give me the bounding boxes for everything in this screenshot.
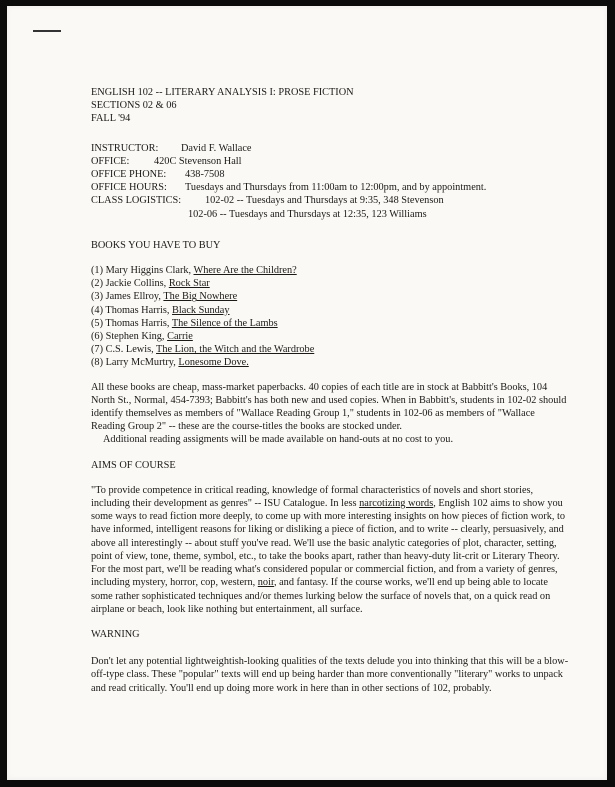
paragraph-line: have informed, intelligent reasons for liking or disliking a piece of fiction, and to write -- clearly, persuasively, and [91,524,564,536]
paragraph-line: "To provide competence in critical reading, knowledge of formal characteristics of novels and short stories, [91,484,534,496]
logistics-label: CLASS LOGISTICS: [91,195,182,207]
book-number: (3) [91,291,104,303]
paragraph-line: off-type class. These "popular" texts will end up being harder than more conventionally "literary" works to unpack [91,669,563,681]
underlined-phrase: narcotizing words [359,498,434,510]
paragraph-text: including their development as genres" -- ISU Catalogue. In less [91,498,360,510]
book-item [91,290,561,303]
book-author: James Ellroy, [105,291,161,303]
aims-heading: AIMS OF COURSE [91,459,176,471]
phone-value: 438-7508 [185,169,225,181]
course-term: FALL '94 [91,113,131,125]
book-title: Rock Star [168,278,210,290]
course-title: ENGLISH 102 -- LITERARY ANALYSIS I: PROSE FICTION [91,87,354,98]
logistics-line-1: 102-02 -- Tuesdays and Thursdays at 9:35, 348 Stevenson [205,195,444,207]
book-title: The Big Nowhere [163,291,238,303]
instructor-row [91,142,561,155]
hours-value: Tuesdays and Thursdays from 11:00am to 12:00pm, and by appointment. [185,182,487,194]
book-item [91,264,561,277]
book-list [91,264,561,370]
course-info [91,142,561,221]
book-item [91,330,561,343]
book-item [91,356,561,369]
warning-heading: WARNING [91,628,140,640]
book-item [91,317,561,330]
book-author: C.S. Lewis, [105,344,154,356]
paragraph-line: For the most part, we'll be reading what's considered popular or commercial fiction, and from a variety of genres, [91,564,558,576]
book-number: (5) [91,317,104,329]
pen-mark [33,30,61,32]
book-author: Jackie Collins, [105,278,167,290]
hours-row [91,181,561,194]
book-item [91,343,561,356]
book-item [91,277,561,290]
paragraph-text: including mystery, horror, cop, western, [91,577,258,589]
instructor-value: David F. Wallace [181,142,252,154]
paragraph-line: airplane or beach, look like nothing but entertainment, all surface. [91,603,363,615]
hours-label: OFFICE HOURS: [91,182,167,194]
warning-paragraph [91,655,569,695]
document-body [91,86,569,695]
paragraph-line: Don't let any potential lightweightish-looking qualities of the texts delude you into thinking that this will be a blow- [91,656,569,668]
book-title: Lonesome Dove. [178,357,249,369]
book-title: The Silence of the Lambs [171,317,278,329]
book-author: Stephen King, [105,331,165,343]
book-number: (6) [91,331,104,343]
paragraph-text: , English 102 aims to show you [433,498,563,510]
office-row [91,155,561,168]
office-label: OFFICE: [91,155,130,167]
course-sections: SECTIONS 02 & 06 [91,100,177,112]
paragraph-line: point of view, tone, theme, symbol, etc., to take the books apart, rather than heavy-duty lit-crit or Literary Theory. [91,550,560,562]
book-author: Thomas Harris, [105,317,170,329]
paragraph-line: and read critically. You'll end up doing more work in here than in other sections of 102, probably. [91,682,492,694]
office-value: 420C Stevenson Hall [154,155,242,167]
paragraph-line: some ways to read fiction more deeply, to come up with more interesting insights on how pieces of fiction work, to [91,511,566,523]
book-number: (7) [91,344,104,356]
book-number: (4) [91,304,104,316]
additional-reading-note: Additional reading assigments will be made available on hand-outs at no cost to you. [103,434,454,446]
aims-paragraph [91,484,566,616]
instructor-label: INSTRUCTOR: [91,142,159,154]
syllabus-page [7,6,607,780]
book-item [91,304,561,317]
paragraph-line [91,497,561,510]
book-number: (1) [91,265,104,277]
books-heading: BOOKS YOU HAVE TO BUY [91,239,221,251]
paragraph-line: some rather sophisticated techniques and/or themes lurking below the surface of novels that, on a quick read on [91,590,551,602]
paragraph-line: North St., Normal, 454-7393; Babbitt's has both new and used copies. When in Babbitt's, students in 102-02 should [91,394,567,406]
book-author: Thomas Harris, [105,304,170,316]
book-title: Where Are the Children? [193,265,297,277]
paragraph-line: Reading Group 2" -- these are the course-titles the books are stocked under. [91,421,403,433]
underlined-word: noir [257,577,274,589]
phone-label: OFFICE PHONE: [91,169,167,181]
book-title: Black Sunday [172,304,230,316]
book-number: (2) [91,278,104,290]
book-title: Carrie [167,331,193,343]
paragraph-line: above all interestingly -- about stuff you've read. We'll use the basic analytic categories of plot, character, setting, [91,537,557,549]
book-author: Larry McMurtry, [105,357,176,369]
course-header [91,86,561,126]
logistics-line-2: 102-06 -- Tuesdays and Thursdays at 12:35, 123 Williams [188,208,427,220]
paragraph-line [91,576,561,589]
paragraph-line: All these books are cheap, mass-market paperbacks. 40 copies of each title are in stock at Babbitt's Books, 104 [91,381,548,393]
phone-row [91,168,561,181]
books-paragraph [91,381,567,447]
paragraph-line: identify themselves as members of "Wallace Reading Group 1," students in 102-06 as members of "Wallace [91,408,535,420]
book-author: Mary Higgins Clark, [105,265,192,277]
book-title: The Lion, the Witch and the Wardrobe [156,344,315,356]
book-number: (8) [91,357,104,369]
paragraph-text: , and fantasy. If the course works, we'll end up being able to locate [273,577,548,589]
logistics-row [91,194,561,207]
